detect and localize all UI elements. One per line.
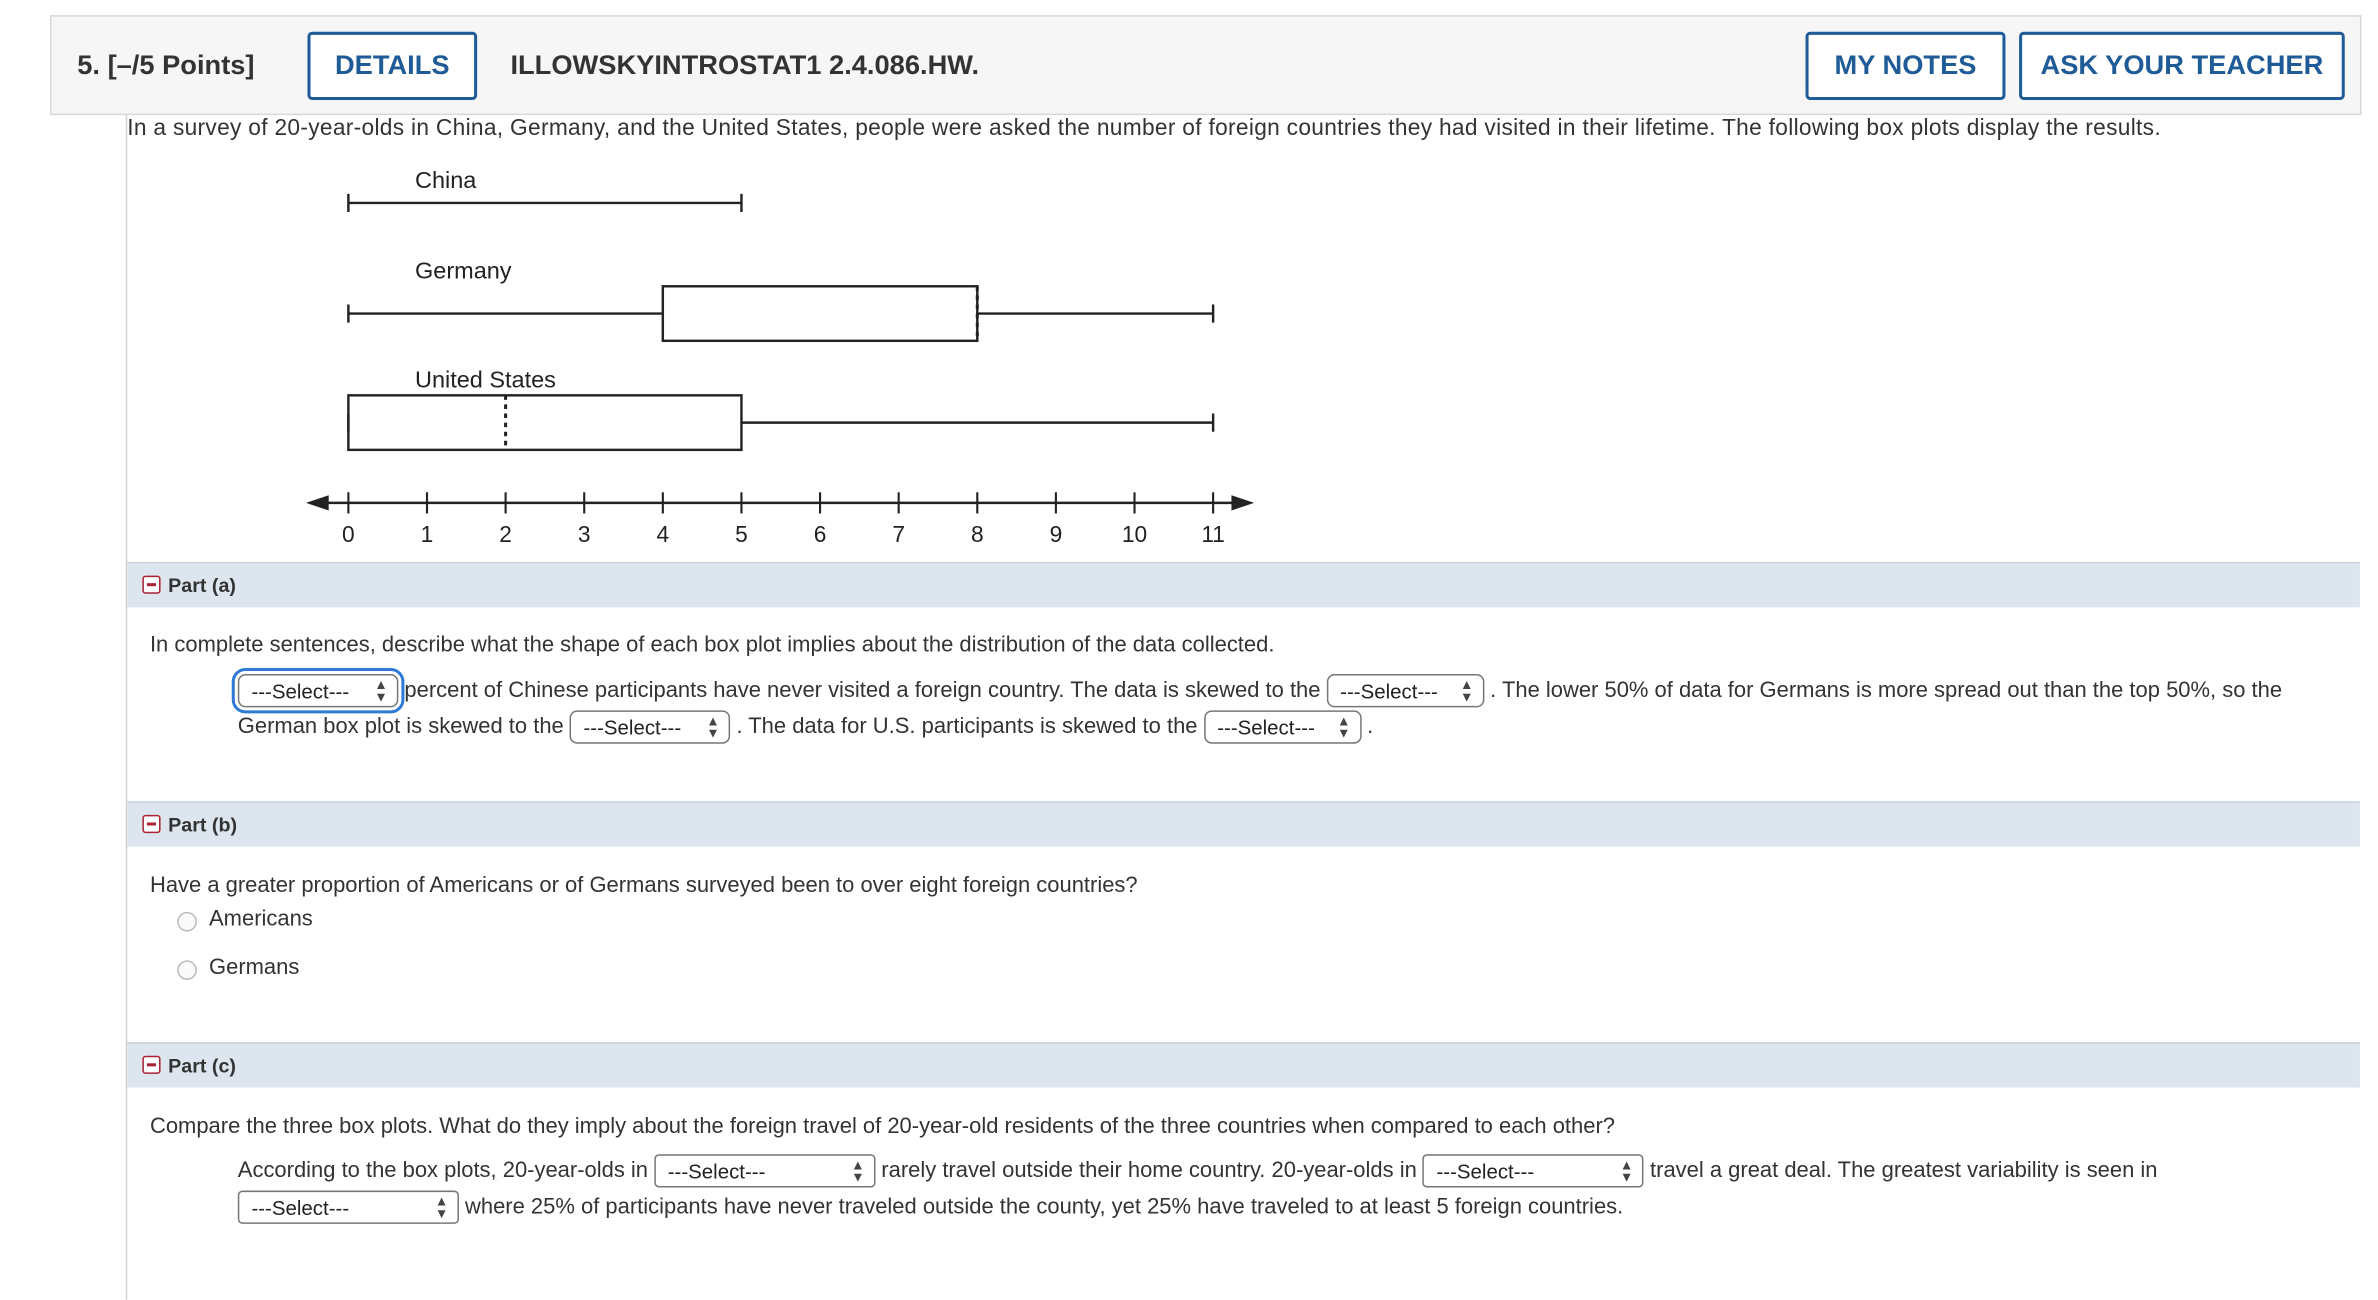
part-a-select-percent[interactable] [238,674,399,707]
select-value: ---Select--- [251,1195,350,1219]
part-c-select-variability[interactable] [238,1191,459,1224]
part-c-select-great-deal[interactable] [1423,1154,1644,1187]
germany-label: Germany [415,257,512,284]
part-a-text-2: . The lower 50% of data for Germans is more spread out than the top 50%, so the [1490,678,2283,703]
part-a-line-2 [238,710,1373,743]
select-arrows-icon: ▲ ▼ [851,1157,865,1185]
question-intro: In a survey of 20-year-olds in China, Germany, and the United States, people were asked the number of foreign countries they had visited in their lifetime. The following box plots display the results. [127,115,2161,141]
details-button[interactable]: DETAILS [307,32,477,100]
radio-button[interactable] [177,960,197,980]
option-americans[interactable] [177,907,313,931]
collapse-icon[interactable] [142,1056,160,1074]
part-a-text-4: . The data for U.S. participants is skewed to the [736,714,1198,740]
select-arrows-icon: ▲ ▼ [1619,1157,1634,1185]
part-a-text-1: percent of Chinese participants have never visited a foreign country. The data is skewed to the [404,678,1321,703]
part-b-question: Have a greater proportion of Americans or of Germans surveyed been to over eight foreign countries? [149,873,1138,899]
part-a-header[interactable] [127,562,2360,607]
select-value: ---Select--- [1217,715,1315,739]
select-arrows-icon: ▲ ▼ [1336,713,1351,741]
part-a-select-us-skew[interactable] [1204,710,1362,743]
china-label: China [415,166,477,193]
part-c-line-1 [238,1154,2158,1187]
axis-right-arrow [1231,495,1254,510]
tick-label: 1 [420,521,434,548]
box-plot-chart [295,156,1280,565]
radio-button[interactable] [177,912,197,932]
question-number: 5. [–/5 Points] [77,49,255,81]
collapse-icon[interactable] [142,815,160,833]
select-arrows-icon: ▲ ▼ [434,1193,449,1221]
part-b-header[interactable] [127,801,2360,846]
part-c-select-rarely[interactable] [654,1154,875,1187]
part-c-text-1: According to the box plots, 20-year-olds in [237,1158,649,1183]
tick-label: 6 [813,521,827,548]
tick-label: 2 [499,521,512,548]
part-a-line-1 [238,674,2282,707]
select-arrows-icon: ▲ ▼ [706,713,720,741]
ask-your-teacher-button[interactable]: ASK YOUR TEACHER [2019,32,2345,100]
option-germans[interactable] [177,956,299,980]
tick-label: 10 [1121,521,1148,548]
select-value: ---Select--- [251,679,350,703]
option-label: Americans [209,907,313,932]
part-c-header[interactable] [127,1042,2360,1087]
tick-label: 11 [1201,521,1225,548]
tick-label: 5 [735,521,748,548]
united-states-box [348,395,741,450]
part-a-question: In complete sentences, describe what the shape of each box plot implies about the distribution of the data collected. [149,633,1275,658]
part-c-text-3: travel a great deal. The greatest variability is seen in [1650,1158,2158,1183]
assignment-id: ILLOWSKYINTROSTAT1 2.4.086.HW. [510,49,980,81]
part-a-label: Part (a) [168,574,236,597]
part-c-label: Part (c) [168,1054,236,1077]
tick-label: 4 [656,521,670,548]
part-a-text-5: . [1367,714,1374,740]
my-notes-button[interactable]: MY NOTES [1806,32,2006,100]
select-value: ---Select--- [583,715,682,739]
part-b-label: Part (b) [168,813,238,837]
part-c-text-4: where 25% of participants have never traveled outside the county, yet 25% have traveled to at least 5 foreign countries. [465,1195,1624,1220]
part-c-question: Compare the three box plots. What do they imply about the foreign travel of 20-year-old residents of the three countries when compared to each other? [149,1114,1616,1140]
part-c-line-2 [238,1191,1623,1224]
select-value: ---Select--- [1340,679,1438,703]
tick-label: 9 [1049,521,1063,548]
tick-label: 3 [577,521,591,548]
tick-label: 7 [892,521,905,548]
part-a-select-china-skew[interactable] [1327,674,1485,707]
tick-label: 0 [342,521,355,548]
united-states-label: United States [415,366,556,393]
select-arrows-icon: ▲ ▼ [374,677,388,705]
select-value: ---Select--- [667,1159,766,1183]
select-arrows-icon: ▲ ▼ [1459,677,1474,705]
select-value: ---Select--- [1436,1159,1535,1183]
axis-left-arrow [306,495,329,510]
collapse-icon[interactable] [142,576,160,594]
part-c-text-2: rarely travel outside their home country. 20-year-olds in [881,1158,1417,1183]
part-a-text-3: German box plot is skewed to the [237,714,564,740]
question-header [50,15,2361,115]
tick-label: 8 [970,521,984,548]
part-a-select-germany-skew[interactable] [570,710,731,743]
option-label: Germans [209,955,300,981]
germany-box [663,286,977,341]
